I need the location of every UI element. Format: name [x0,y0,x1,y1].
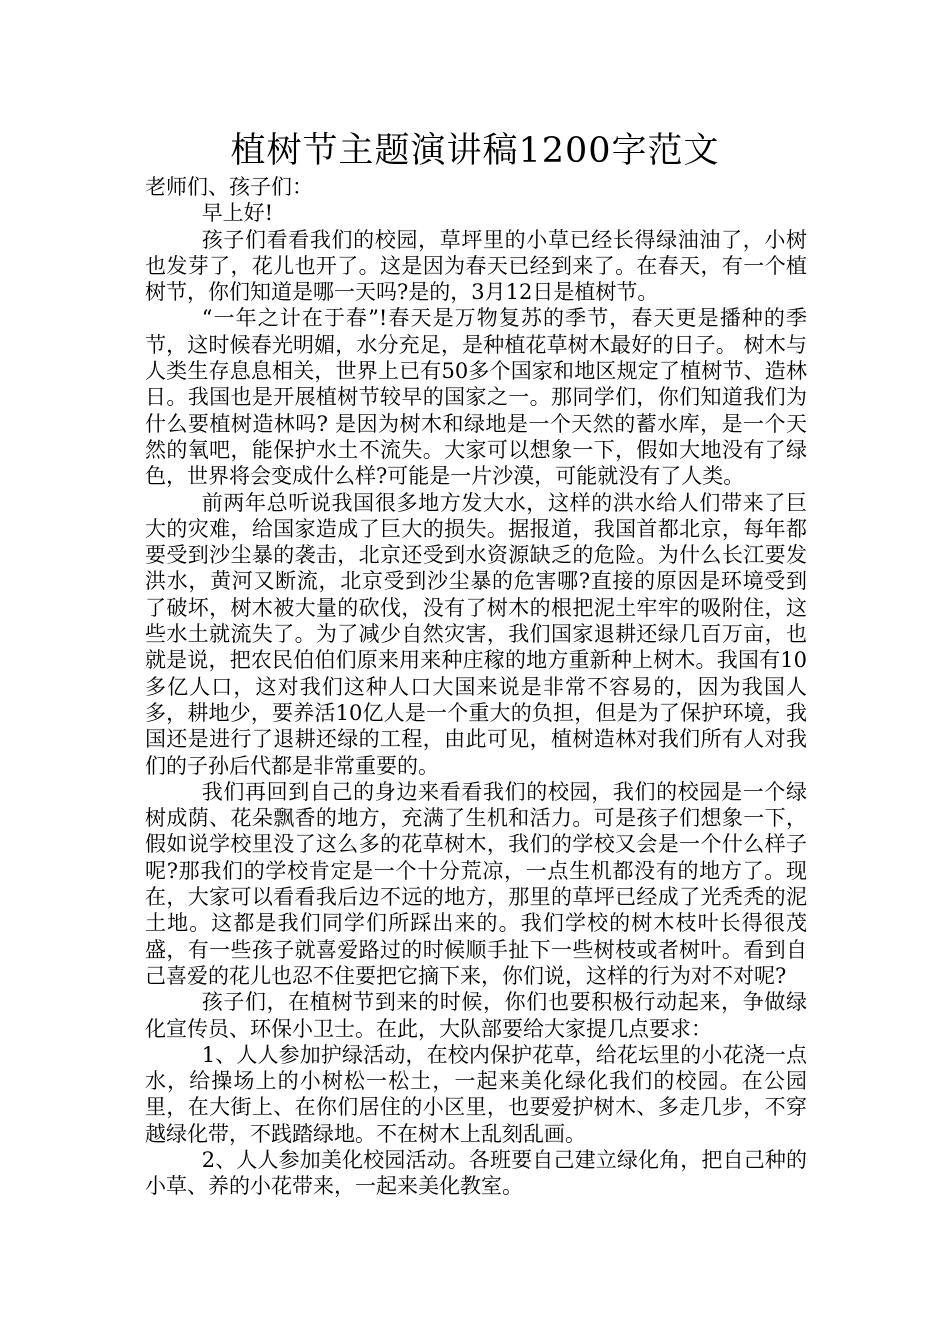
list-item-paragraph: 1、人人参加护绿活动，在校内保护花草，给花坛里的小花浇一点水，给操场上的小树松一松土，一起来美化绿化我们的校园。在公园里，在大街上、在你们居住的小区里，也要爱护树木、多走几步，不穿越绿化带，不践踏绿地。不在树木上乱刻乱画。 [145,1042,807,1146]
greeting-paragraph: 早上好! [201,201,274,226]
list-item-paragraph: 2、人人参加美化校园活动。各班要自己建立绿化角，把自己种的小草、养的小花带来，一起来美化教室。 [145,1147,807,1199]
body-paragraph: “一年之计在于春”!春天是万物复苏的季节，春天更是播种的季节，这时候春光明媚，水分充足，是种植花草树木最好的日子。 树木与人类生存息息相关，世界上已有50多个国家和地区规定了植树节、造林日。我国也是开展植树节较早的国家之一。那同学们，你们知道我们为什么要植树造林吗? 是因为树木和绿地是一个天然的蓄水库，是一个天然的氧吧，能保护水土不流失。大家可以想象一下，假如大地没有了绿色，世界将会变成什么样?可能是一片沙漠，可能就没有了人类。 [145,306,807,489]
document-body [145,174,807,1200]
document-title: 植树节主题演讲稿1200字范文 [230,131,720,171]
body-paragraph: 前两年总听说我国很多地方发大水，这样的洪水给人们带来了巨大的灾难，给国家造成了巨大的损失。据报道，我国首都北京，每年都要受到沙尘暴的袭击，北京还受到水资源缺乏的危险。为什么长江要发洪水，黄河又断流，北京受到沙尘暴的危害哪?直接的原因是环境受到了破坏，树木被大量的砍伐，没有了树木的根把泥土牢牢的吸附住，这些水土就流失了。为了减少自然灾害，我们国家退耕还绿几百万亩，也就是说，把农民伯伯们原来用来种庄稼的地方重新种上树木。我国有10多亿人口，这对我们这种人口大国来说是非常不容易的，因为我国人多，耕地少，要养活10亿人是一个重大的负担，但是为了保护环境，我国还是进行了退耕还绿的工程，由此可见，植树造林对我们所有人对我们的子孙后代都是非常重要的。 [145,490,807,778]
body-paragraph: 我们再回到自己的身边来看看我们的校园，我们的校园是一个绿树成荫、花朵飘香的地方，充满了生机和活力。可是孩子们想象一下，假如说学校里没了这么多的花草树木，我们的学校又会是一个什么样子呢?那我们的学校肯定是一个十分荒凉，一点生机都没有的地方了。现在，大家可以看看我后边不远的地方，那里的草坪已经成了光秃秃的泥土地。这都是我们同学们所踩出来的。我们学校的树木枝叶长得很茂盛，有一些孩子就喜爱路过的时候顺手扯下一些树枝或者树叶。看到自己喜爱的花儿也忍不住要把它摘下来，你们说，这样的行为对不对呢? [145,779,807,988]
salutation-paragraph: 老师们、孩子们： [145,175,313,199]
body-paragraph: 孩子们看看我们的校园，草坪里的小草已经长得绿油油了，小树也发芽了，花儿也开了。这是因为春天已经到来了。在春天，有一个植树节，你们知道是哪一天吗?是的，3月12日是植树节。 [145,227,807,305]
body-paragraph: 孩子们，在植树节到来的时候，你们也要积极行动起来，争做绿化宣传员、环保小卫士。在此，大队部要给大家提几点要求： [145,990,807,1041]
